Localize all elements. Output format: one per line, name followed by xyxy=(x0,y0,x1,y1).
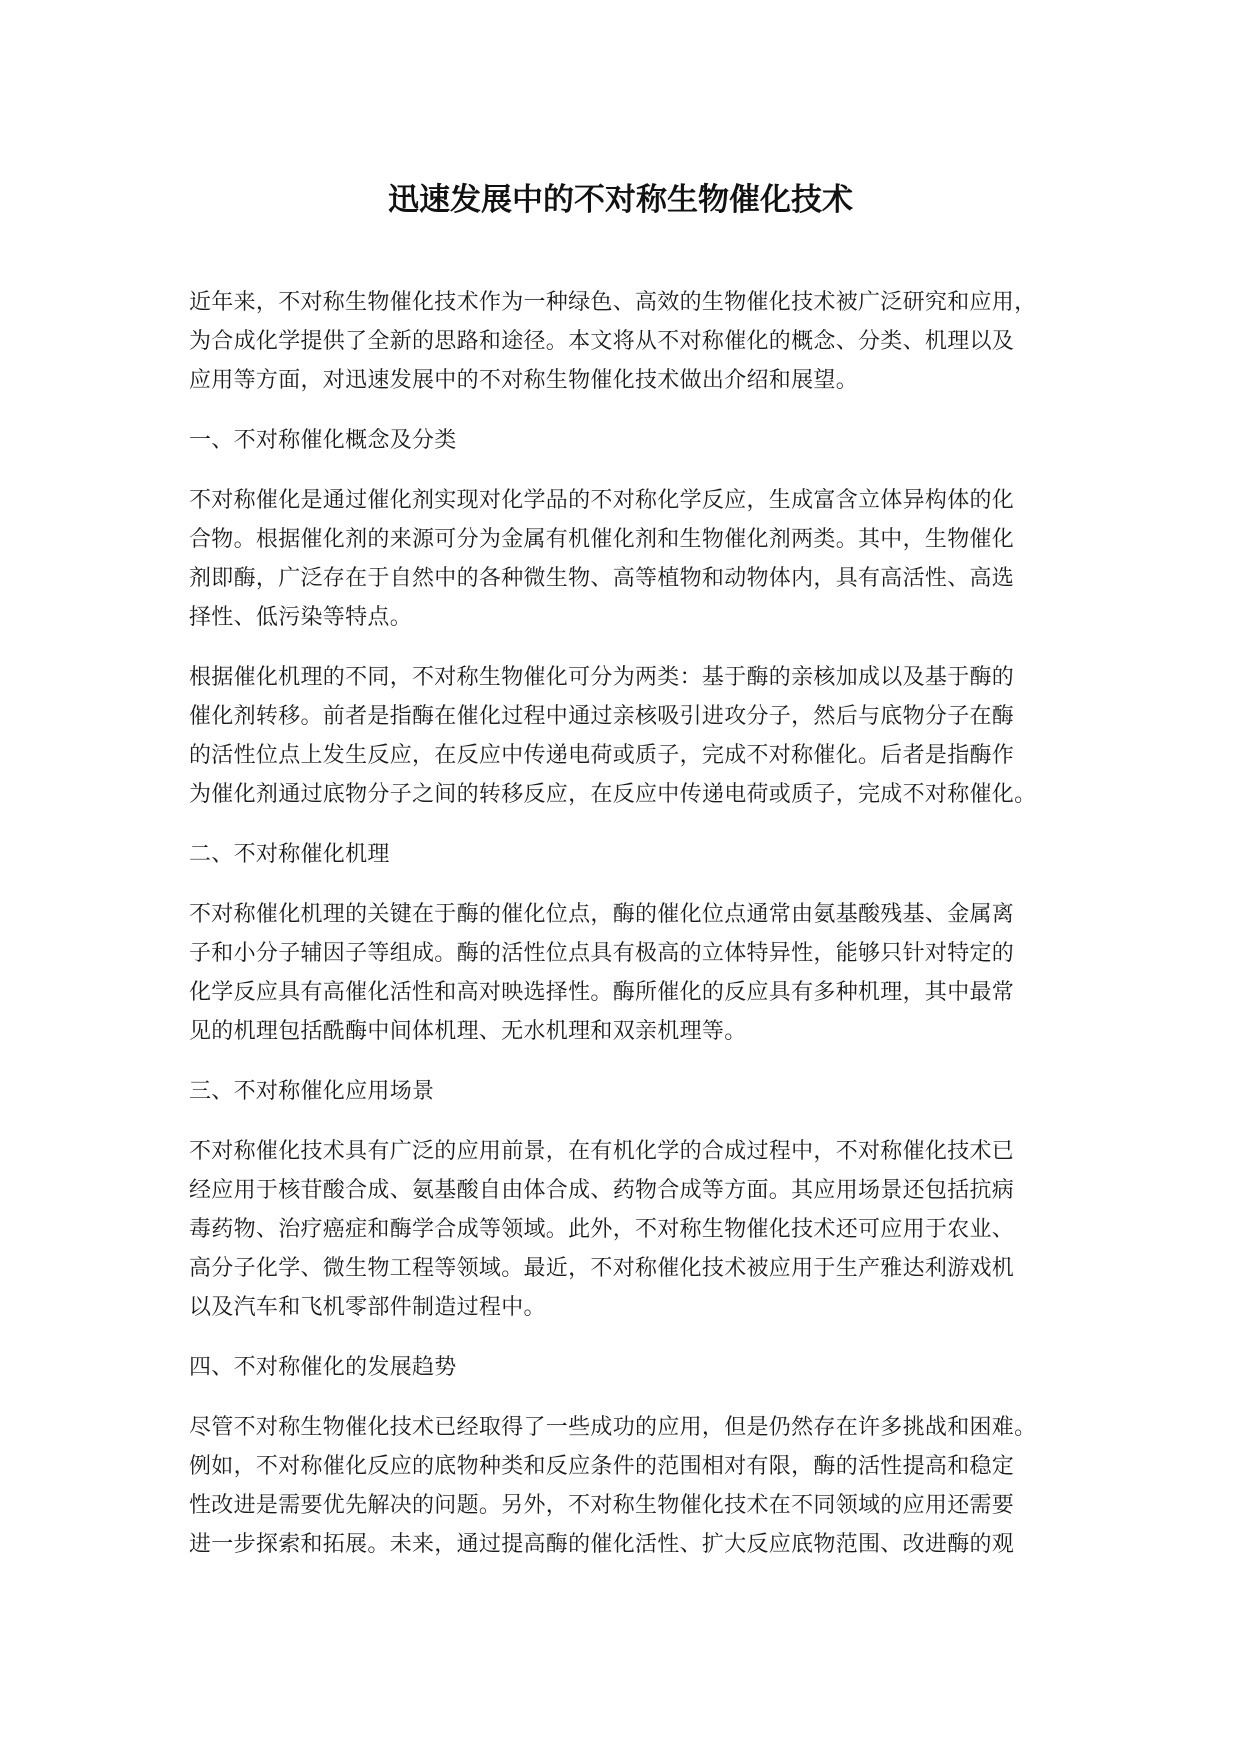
document-title: 迅速发展中的不对称生物催化技术 xyxy=(388,182,853,218)
text-line: 择性、低污染等特点。 xyxy=(189,605,413,630)
text-line: 进一步探索和拓展。未来，通过提高酶的催化活性、扩大反应底物范围、改进酶的观 xyxy=(189,1532,1015,1557)
text-line: 应用等方面，对迅速发展中的不对称生物催化技术做出介绍和展望。 xyxy=(189,368,859,393)
text-line: 化学反应具有高催化活性和高对映选择性。酶所催化的反应具有多种机理，其中最常 xyxy=(189,980,1015,1005)
intro-paragraph xyxy=(189,283,1061,400)
text-line: 催化剂转移。前者是指酶在催化过程中通过亲核吸引进攻分子，然后与底物分子在酶 xyxy=(189,704,1015,729)
text-line: 高分子化学、微生物工程等领域。最近，不对称催化技术被应用于生产雅达利游戏机 xyxy=(189,1256,1015,1281)
section4-paragraph-1 xyxy=(189,1408,1061,1564)
text-line: 的活性位点上发生反应，在反应中传递电荷或质子，完成不对称催化。后者是指酶作 xyxy=(189,743,1015,768)
text-line: 剂即酶，广泛存在于自然中的各种微生物、高等植物和动物体内，具有高活性、高选 xyxy=(189,566,1015,591)
text-line: 见的机理包括酰酶中间体机理、无水机理和双亲机理等。 xyxy=(189,1019,747,1044)
section2-paragraph-1 xyxy=(189,895,1061,1051)
text-line: 尽管不对称生物催化技术已经取得了一些成功的应用，但是仍然存在许多挑战和困难。 xyxy=(189,1415,1037,1440)
section1-paragraph-1 xyxy=(189,481,1061,637)
text-line: 为合成化学提供了全新的思路和途径。本文将从不对称催化的概念、分类、机理以及 xyxy=(189,329,1015,354)
document-body xyxy=(189,283,1061,1585)
text-line: 性改进是需要优先解决的问题。另外，不对称生物催化技术在不同领域的应用还需要 xyxy=(189,1493,1015,1518)
text-line: 例如，不对称催化反应的底物种类和反应条件的范围相对有限，酶的活性提高和稳定 xyxy=(189,1454,1015,1479)
text-line: 以及汽车和飞机零部件制造过程中。 xyxy=(189,1295,546,1320)
text-line: 经应用于核苷酸合成、氨基酸自由体合成、药物合成等方面。其应用场景还包括抗病 xyxy=(189,1178,1015,1203)
section-heading-1: 一、不对称催化概念及分类 xyxy=(189,428,457,453)
text-line: 不对称催化机理的关键在于酶的催化位点，酶的催化位点通常由氨基酸残基、金属离 xyxy=(189,902,1015,927)
text-line: 不对称催化技术具有广泛的应用前景，在有机化学的合成过程中，不对称催化技术已 xyxy=(189,1139,1015,1164)
section3-paragraph-1 xyxy=(189,1132,1061,1327)
section-heading-3: 三、不对称催化应用场景 xyxy=(189,1079,435,1104)
text-line: 不对称催化是通过催化剂实现对化学品的不对称化学反应，生成富含立体异构体的化 xyxy=(189,488,1015,513)
section1-paragraph-2 xyxy=(189,658,1061,814)
section-heading-2: 二、不对称催化机理 xyxy=(189,842,390,867)
text-line: 毒药物、治疗癌症和酶学合成等领域。此外，不对称生物催化技术还可应用于农业、 xyxy=(189,1217,1015,1242)
section-heading-4: 四、不对称催化的发展趋势 xyxy=(189,1355,457,1380)
text-line: 根据催化机理的不同，不对称生物催化可分为两类：基于酶的亲核加成以及基于酶的 xyxy=(189,665,1015,690)
text-line: 子和小分子辅因子等组成。酶的活性位点具有极高的立体特异性，能够只针对特定的 xyxy=(189,941,1015,966)
text-line: 为催化剂通过底物分子之间的转移反应，在反应中传递电荷或质子，完成不对称催化。 xyxy=(189,782,1037,807)
text-line: 合物。根据催化剂的来源可分为金属有机催化剂和生物催化剂两类。其中，生物催化 xyxy=(189,527,1015,552)
text-line: 近年来，不对称生物催化技术作为一种绿色、高效的生物催化技术被广泛研究和应用， xyxy=(189,290,1037,315)
